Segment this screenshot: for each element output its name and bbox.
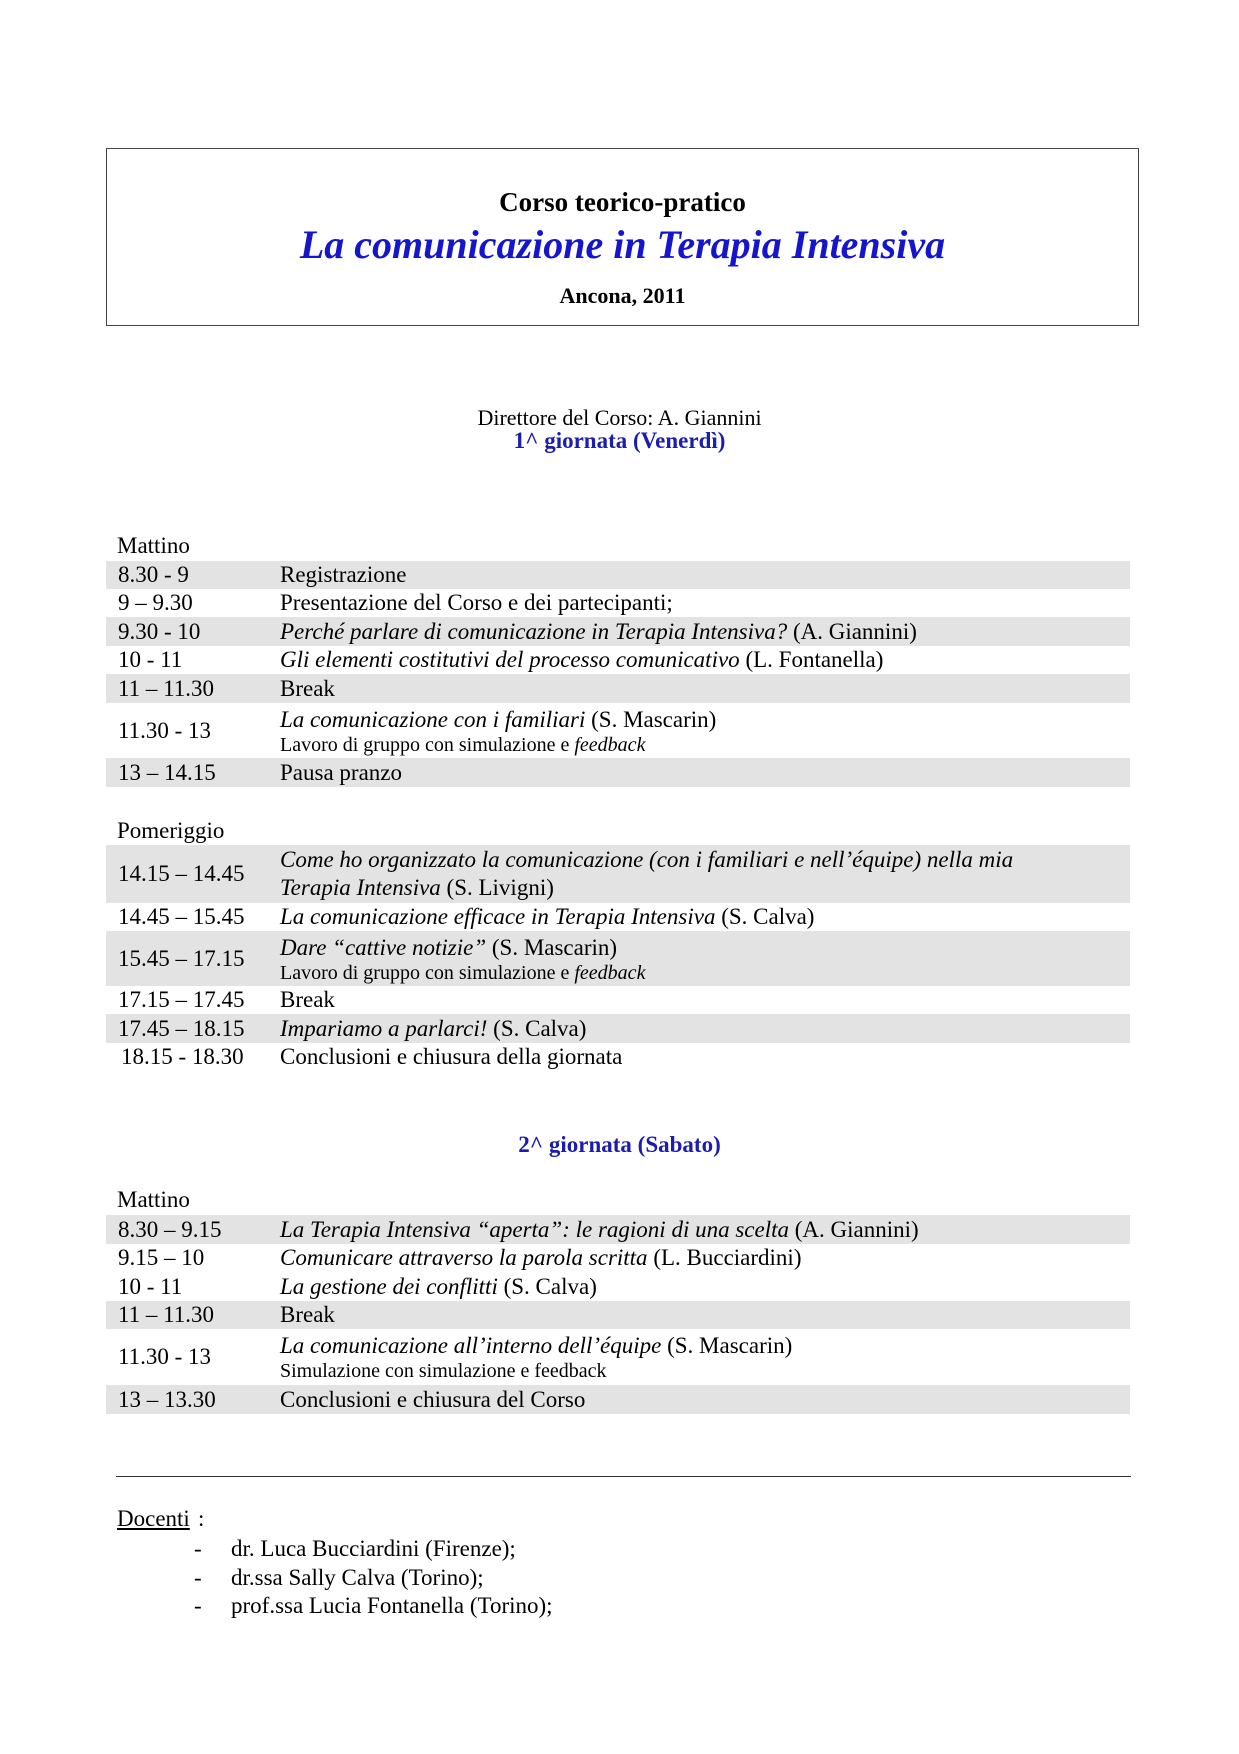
course-place-date: Ancona, 2011 [559,283,686,308]
docenti-colon: : [198,1506,205,1531]
schedule-row: 8.30 - 9 Registrazione [106,561,1130,589]
course-subtitle: Corso teorico-pratico [499,187,746,217]
schedule-row: 18.15 - 18.30 Conclusioni e chiusura della giornata [121,1044,623,1069]
schedule-row: 14.45 – 15.45 La comunicazione efficace in Terapia Intensiva (S. Calva) [118,904,815,929]
row-time: 8.30 - 9 [118,562,189,587]
row-time: 14.45 – 15.45 [118,904,245,929]
row-time: 13 – 14.15 [118,759,216,785]
row-time: 11 – 11.30 [118,1302,215,1327]
docenti-label: Docenti [117,1506,190,1531]
course-header [106,148,1139,326]
day2-heading: 2^ giornata (Sabato) [518,1132,721,1157]
schedule-row: 9.15 – 10 Comunicare attraverso la parola scritta (L. Bucciardini) [118,1245,802,1270]
schedule-row: 9.30 - 10 Perché parlare di comunicazione in Terapia Intensiva? (A. Giannini) [106,617,1130,646]
schedule-row: 17.45 – 18.15 Impariamo a parlarci! (S. Calva) [106,1014,1130,1043]
section-divider [116,1476,1131,1477]
day1-afternoon-label: Pomeriggio [117,818,225,843]
schedule-row: 15.45 – 17.15 Dare “cattive notizie” (S. Mascarin) Lavoro di gruppo con simulazione e feedback [106,931,1130,986]
schedule-row: 11.30 - 13 La comunicazione con i familiari (S. Mascarin) Lavoro di gruppo con simulazione e feedback [106,703,1130,758]
row-time: 13 – 13.30 [118,1386,216,1412]
schedule-row: 11.30 - 13 La comunicazione all’interno dell’équipe (S. Mascarin) Simulazione con simulazione e feedback [106,1329,1130,1385]
schedule-row: 11 – 11.30 Break [106,674,1130,703]
row-time: 8.30 – 9.15 [118,1216,222,1242]
row-time: 15.45 – 17.15 [118,945,245,971]
schedule-row: 10 - 11 Gli elementi costitutivi del processo comunicativo (L. Fontanella) [118,647,884,672]
row-time: 11.30 - 13 [118,1344,212,1369]
row-time: 9 – 9.30 [118,590,193,615]
schedule-row: 9 – 9.30 Presentazione del Corso e dei partecipanti; [118,590,673,615]
row-time: 9.30 - 10 [118,618,201,644]
row-time: 18.15 - 18.30 [121,1044,244,1069]
schedule-row: 8.30 – 9.15 La Terapia Intensiva “aperta”: le ragioni di una scelta (A. Giannini) [106,1215,1130,1244]
row-time: 11.30 - 13 [118,717,212,743]
day1-morning-label: Mattino [117,533,190,558]
row-time: 10 - 11 [118,647,183,672]
schedule-row: 13 – 13.30 Conclusioni e chiusura del Corso [106,1385,1130,1414]
schedule-row: 11 – 11.30 Break [106,1301,1130,1329]
row-time: 17.45 – 18.15 [118,1015,245,1041]
schedule-row: 17.15 – 17.45 Break [118,987,335,1012]
course-director: Direttore del Corso: A. Giannini [477,405,762,430]
day1-heading: 1^ giornata (Venerdì) [513,428,726,453]
row-time: 17.15 – 17.45 [118,987,245,1012]
schedule-row: 10 - 11 La gestione dei conflitti (S. Calva) [106,1272,1130,1301]
row-time: 14.15 – 14.45 [118,861,245,886]
row-time: 10 - 11 [118,1273,183,1299]
row-time: 11 – 11.30 [118,675,215,701]
course-title: La comunicazione in Terapia Intensiva [299,222,946,267]
row-time: 9.15 – 10 [118,1245,205,1270]
day2-morning-label: Mattino [117,1187,190,1212]
schedule-row: 13 – 14.15 Pausa pranzo [106,758,1130,787]
schedule-row: 14.15 – 14.45 Come ho organizzato la comunicazione (con i familiari e nell’équipe) nella mia Terapia Intensiva (S. Livigni) [106,845,1130,903]
